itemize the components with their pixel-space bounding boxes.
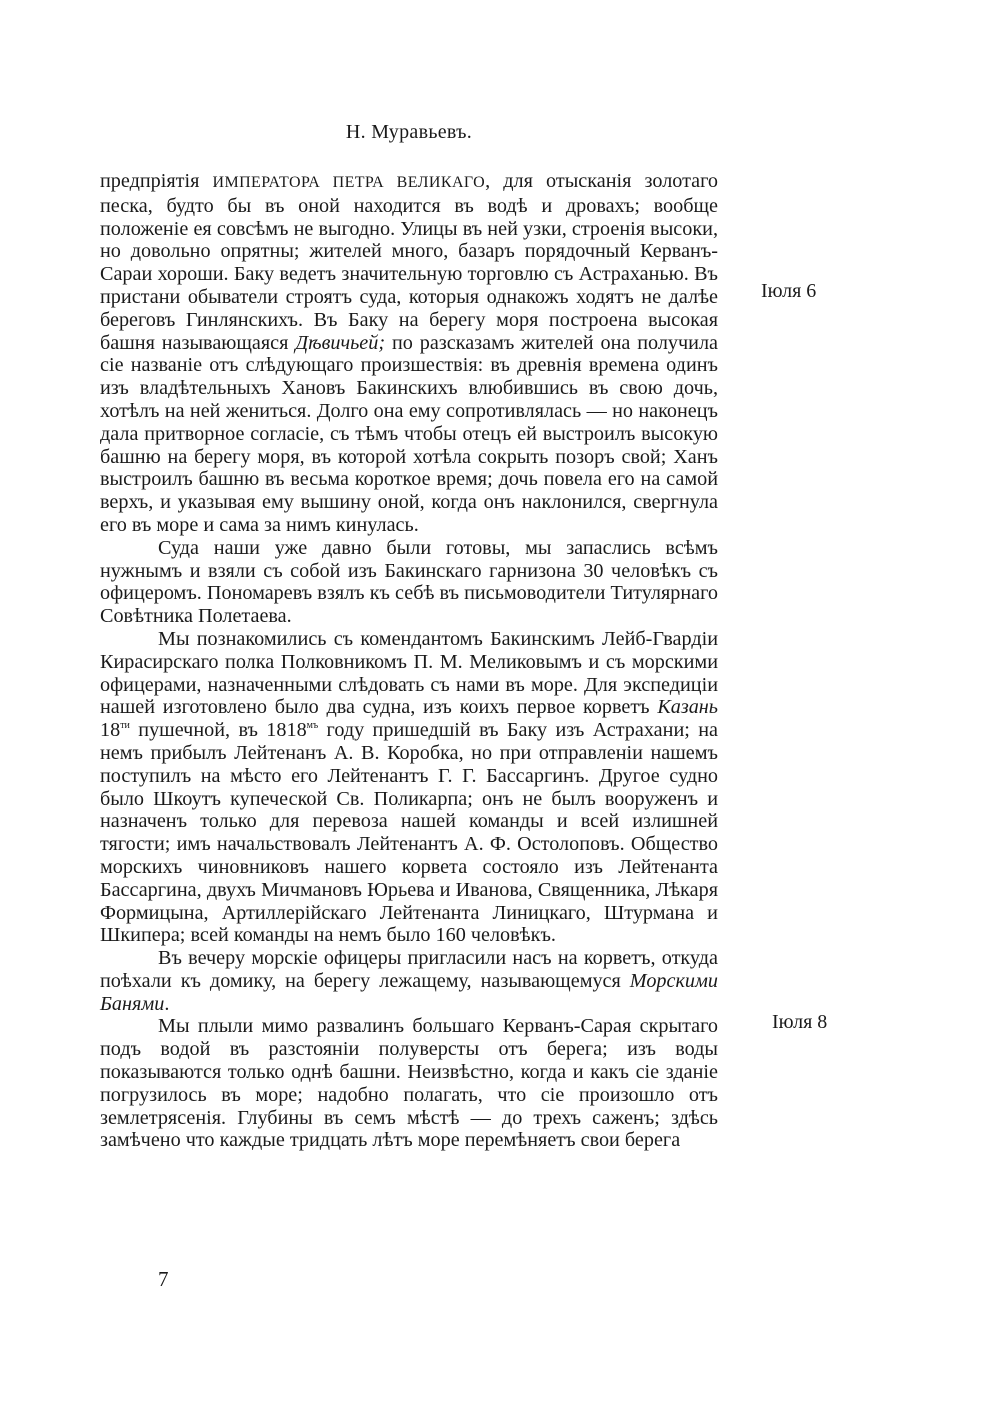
italic-ship-name: Казань bbox=[657, 696, 718, 719]
main-text bbox=[100, 170, 718, 1152]
superscript: ти bbox=[120, 720, 130, 732]
margin-note-date: Іюля 6 bbox=[761, 280, 817, 302]
paragraph-4: Въ вечеру морскіе офицеры пригласили насъ на корветъ, откуда поѣхали къ домику, на берегу лежащему, называющемуся Морскими Банями. bbox=[100, 947, 718, 1015]
running-title: Н. Муравьевъ. bbox=[345, 121, 473, 143]
paragraph-3: Мы познакомились съ комендантомъ Бакинскимъ Лейб-Гвардіи Кирасирскаго полка Полковникомъ П. М. Меликовымъ и съ морскими офицерами, назначенными слѣдовать съ нами въ море. Для экспедиціи нашей изготовлено было два судна, изъ коихъ первое корветъ Казань $18^{ти}$ пушечной, въ $1818^{мъ}$ году пришедшій въ Баку изъ Астрахани; на немъ прибылъ Лейтенанъ А. В. Коробка, но при отправленіи нашемъ поступилъ на мѣсто его Лейтенантъ Г. Г. Бассаргинъ. Другое судно было Шкоутъ купеческой Св. Поликарпа; онъ не былъ вооруженъ и назначенъ только для перевоза нашей команды и всей излишней тягости; имъ начальствовалъ Лейтенантъ А. Ф. Остолоповъ. Общество морскихъ чиновниковъ нашего корвета состояло изъ Лейтенанта Бассаргина, двухъ Мичмановъ Юрьева и Иванова, Священника, Лѣкаря Формицына, Артиллерійскаго Лейтенанта Линицкаго, Штурмана и Шкипера; всей команды на немъ было 160 человѣкъ. bbox=[100, 627, 718, 947]
page-number: 7 bbox=[158, 1267, 169, 1291]
small-caps-name: ИМПЕРАТОРА ПЕТРА ВЕЛИКАГО bbox=[212, 174, 486, 191]
italic-term: Дѣвичьей; bbox=[295, 331, 386, 354]
italic-place-name: Морскими Банями bbox=[100, 969, 718, 1015]
paragraph-2: Суда наши уже давно были готовы, мы запаслись всѣмъ нужнымъ и взяли съ собой изъ Бакинскаго гарнизона 30 человѣкъ съ офицеромъ. Пономаревъ взялъ къ себѣ въ письмоводители Титулярнаго Совѣтника Полетаева. bbox=[100, 536, 718, 628]
margin-note-date: Іюля 8 bbox=[772, 1011, 828, 1033]
paragraph-5: Мы плыли мимо развалинъ большаго Керванъ-Сарая скрытаго подъ водой въ разстояніи полуверсты отъ берега; изъ воды показываются только однѣ башни. Неизвѣстно, когда и какъ сіе зданіе погрузилось въ море; надобно полагать, что сіе произошло отъ землетрясенія. Глубины въ семъ мѣстѣ — до трехъ саженъ; здѣсь замѣчено что каждые тридцать лѣтъ море перемѣняетъ свои берега bbox=[100, 1015, 718, 1152]
superscript: мъ bbox=[306, 720, 319, 732]
paragraph-1: предпріятія ИМПЕРАТОРА ПЕТРА ВЕЛИКАГО, для отысканія золотаго песка, будто бы въ оной находится въ водѣ и дровахъ; вообще положеніе ея совсѣмъ не выгодно. Улицы въ ней узки, строенія высоки, но довольно опрятны; жителей много, базаръ порядочный Керванъ-Сараи хороши. Баку ведетъ значительную торговлю съ Астраханью. Въ пристани обыватели строятъ суда, которыя однакожъ ходятъ не далѣе береговъ Гинлянскихъ. Въ Баку на берегу моря построена высокая башня называющаяся Дѣвичьей; по разсказамъ жителей она получила сіе названіе отъ слѣдующаго произшествія: въ древнія времена одинъ изъ владѣтельныхъ Хановъ Бакинскихъ влюбившись въ свою дочь, хотѣлъ на ней жениться. Долго она ему сопротивлялась — но наконецъ дала притворное согласіе, съ тѣмъ чтобы отецъ ей выстроилъ высокую башню на берегу моря, въ которой хотѣла сокрыть позоръ свой; Ханъ выстроилъ башню въ весьма короткое время; дочь повела его на самой верхъ, и указывая ему вышину оной, когда онъ наклонился, свергнула его въ море и сама за нимъ кинулась. bbox=[100, 170, 719, 536]
